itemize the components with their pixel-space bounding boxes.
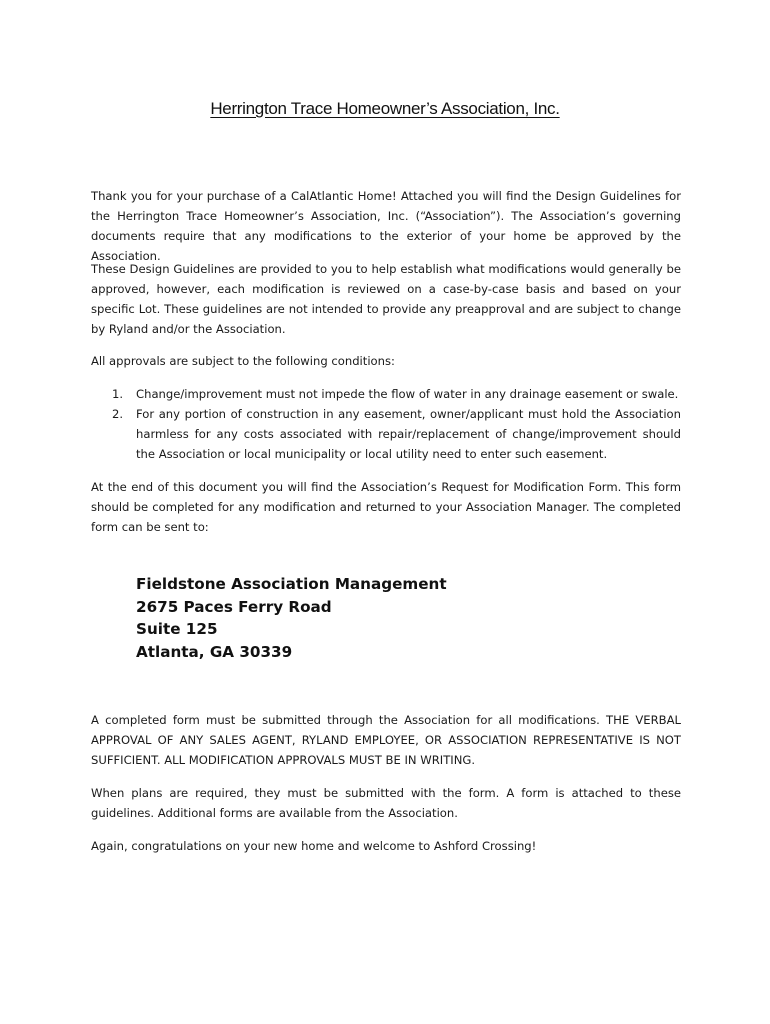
document-title: Herrington Trace Homeowner’s Association, Inc.: [210, 99, 560, 118]
form-instructions-paragraph: At the end of this document you will find the Association’s Request for Modification Form. This form should be completed for any modification and returned to your Association Manager. The completed form can be sent to:: [91, 480, 681, 534]
address-line-company: Fieldstone Association Management: [136, 575, 447, 593]
list-number: 1.: [112, 387, 124, 401]
conditions-intro: All approvals are subject to the following conditions:: [91, 354, 395, 368]
intro-paragraph: Thank you for your purchase of a CalAtlantic Home! Attached you will find the Design Guidelines for the Herrington Trace Homeowner’s Association, Inc. (“Association”). The Association’s governing documents require that any modifications to the exterior of your home be approved by the Association.: [91, 189, 681, 263]
closing-paragraph: Again, congratulations on your new home and welcome to Ashford Crossing!: [91, 839, 537, 853]
mailing-address: [136, 573, 447, 663]
list-item: [91, 384, 681, 404]
guidelines-paragraph: These Design Guidelines are provided to you to help establish what modifications would generally be approved, however, each modification is reviewed on a case-by-case basis and based on your specific Lot. These guidelines are not intended to provide any preapproval and are subject to change by Ryland and/or the Association.: [91, 262, 681, 336]
address-line-suite: Suite 125: [136, 620, 218, 638]
list-item-text: Change/improvement must not impede the flow of water in any drainage easement or swale.: [136, 387, 679, 401]
list-item: [91, 404, 681, 464]
list-item-text: For any portion of construction in any easement, owner/applicant must hold the Association harmless for any costs associated with repair/replacement of change/improvement should the Association or local municipality or local utility need to enter such easement.: [136, 407, 681, 461]
plans-paragraph: When plans are required, they must be submitted with the form. A form is attached to these guidelines. Additional forms are available from the Association.: [91, 786, 681, 820]
address-line-street: 2675 Paces Ferry Road: [136, 597, 332, 616]
conditions-list: [91, 384, 681, 464]
approval-notice-paragraph: A completed form must be submitted through the Association for all modifications. THE VERBAL APPROVAL OF ANY SALES AGENT, RYLAND EMPLOYEE, OR ASSOCIATION REPRESENTATIVE IS NOT SUFFICIENT. ALL MODIFICATION APPROVALS MUST BE IN WRITING.: [91, 713, 681, 767]
address-line-city: Atlanta, GA 30339: [136, 642, 293, 661]
list-number: 2.: [112, 407, 124, 421]
